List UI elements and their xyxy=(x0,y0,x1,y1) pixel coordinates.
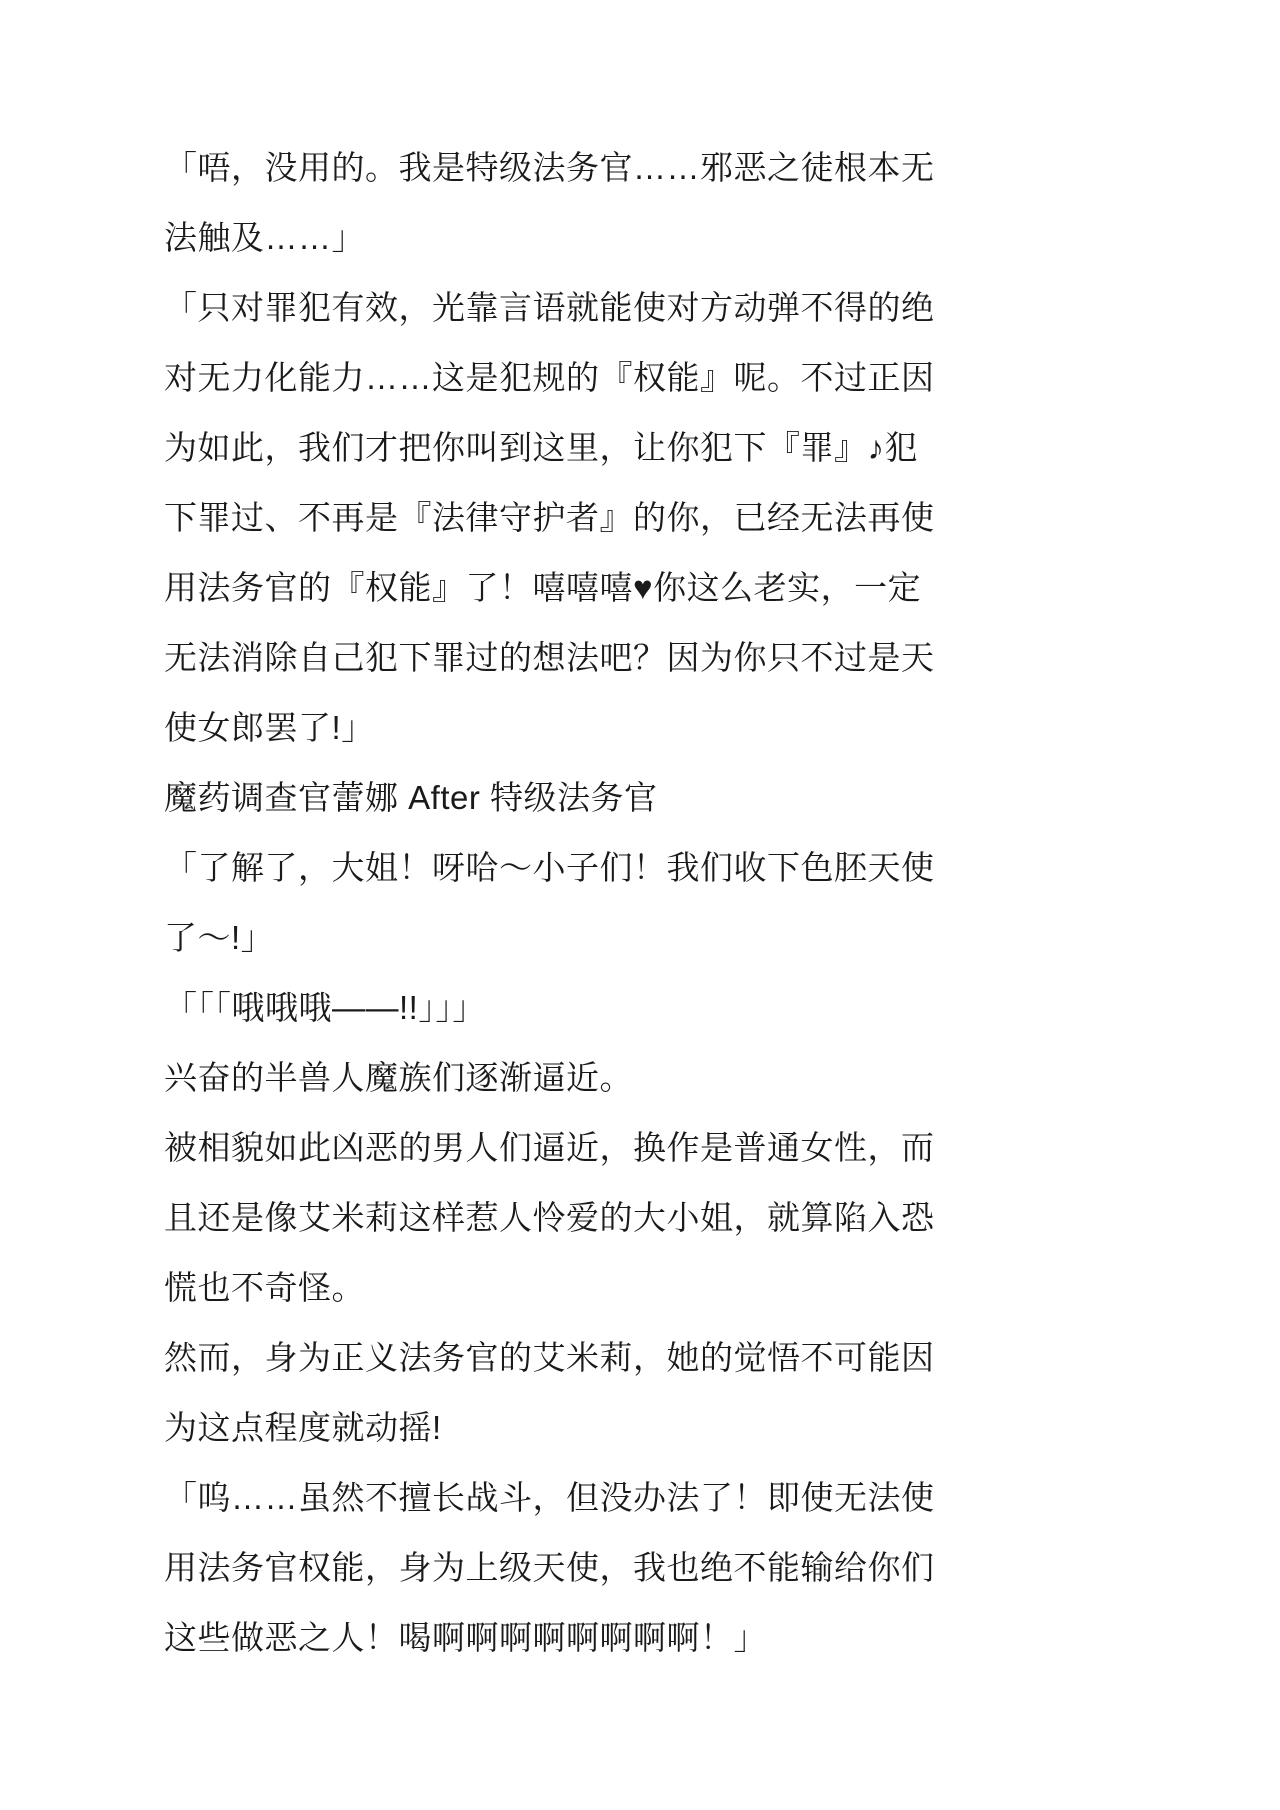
paragraph-speaker-caption: 魔药调查官蕾娜 After 特级法务官 xyxy=(164,779,658,816)
text-block xyxy=(164,133,942,1673)
paragraph-dialogue-5: 「呜……虽然不擅长战斗，但没办法了！即使无法使用法务官权能，身为上级天使，我也绝不能输给你们这些做恶之人！喝啊啊啊啊啊啊啊啊！」 xyxy=(164,1479,935,1656)
paragraph-narration-1: 兴奋的半兽人魔族们逐渐逼近。 xyxy=(164,1059,633,1096)
paragraph-narration-3: 然而，身为正义法务官的艾米莉，她的觉悟不可能因为这点程度就动摇! xyxy=(164,1339,935,1446)
paragraph-dialogue-2: 「只对罪犯有效，光靠言语就能使对方动弹不得的绝对无力化能力……这是犯规的『权能』呢。不过正因为如此，我们才把你叫到这里，让你犯下『罪』♪犯下罪过、不再是『法律守护者』的你，已经无法再使用法务官的『权能』了！嘻嘻嘻♥你这么老实，一定无法消除自己犯下罪过的想法吧？因为你只不过是天使女郎罢了!」 xyxy=(164,289,935,746)
paragraph-narration-2: 被相貌如此凶恶的男人们逼近，换作是普通女性，而且还是像艾米莉这样惹人怜爱的大小姐，就算陷入恐慌也不奇怪。 xyxy=(164,1129,935,1306)
paragraph-dialogue-1: 「唔，没用的。我是特级法务官……邪恶之徒根本无法触及……」 xyxy=(164,149,935,256)
paragraph-dialogue-4: 「「「哦哦哦——!!」」」 xyxy=(164,989,486,1026)
paragraph-dialogue-3: 「了解了，大姐！呀哈～小子们！我们收下色胚天使了～!」 xyxy=(164,849,935,956)
